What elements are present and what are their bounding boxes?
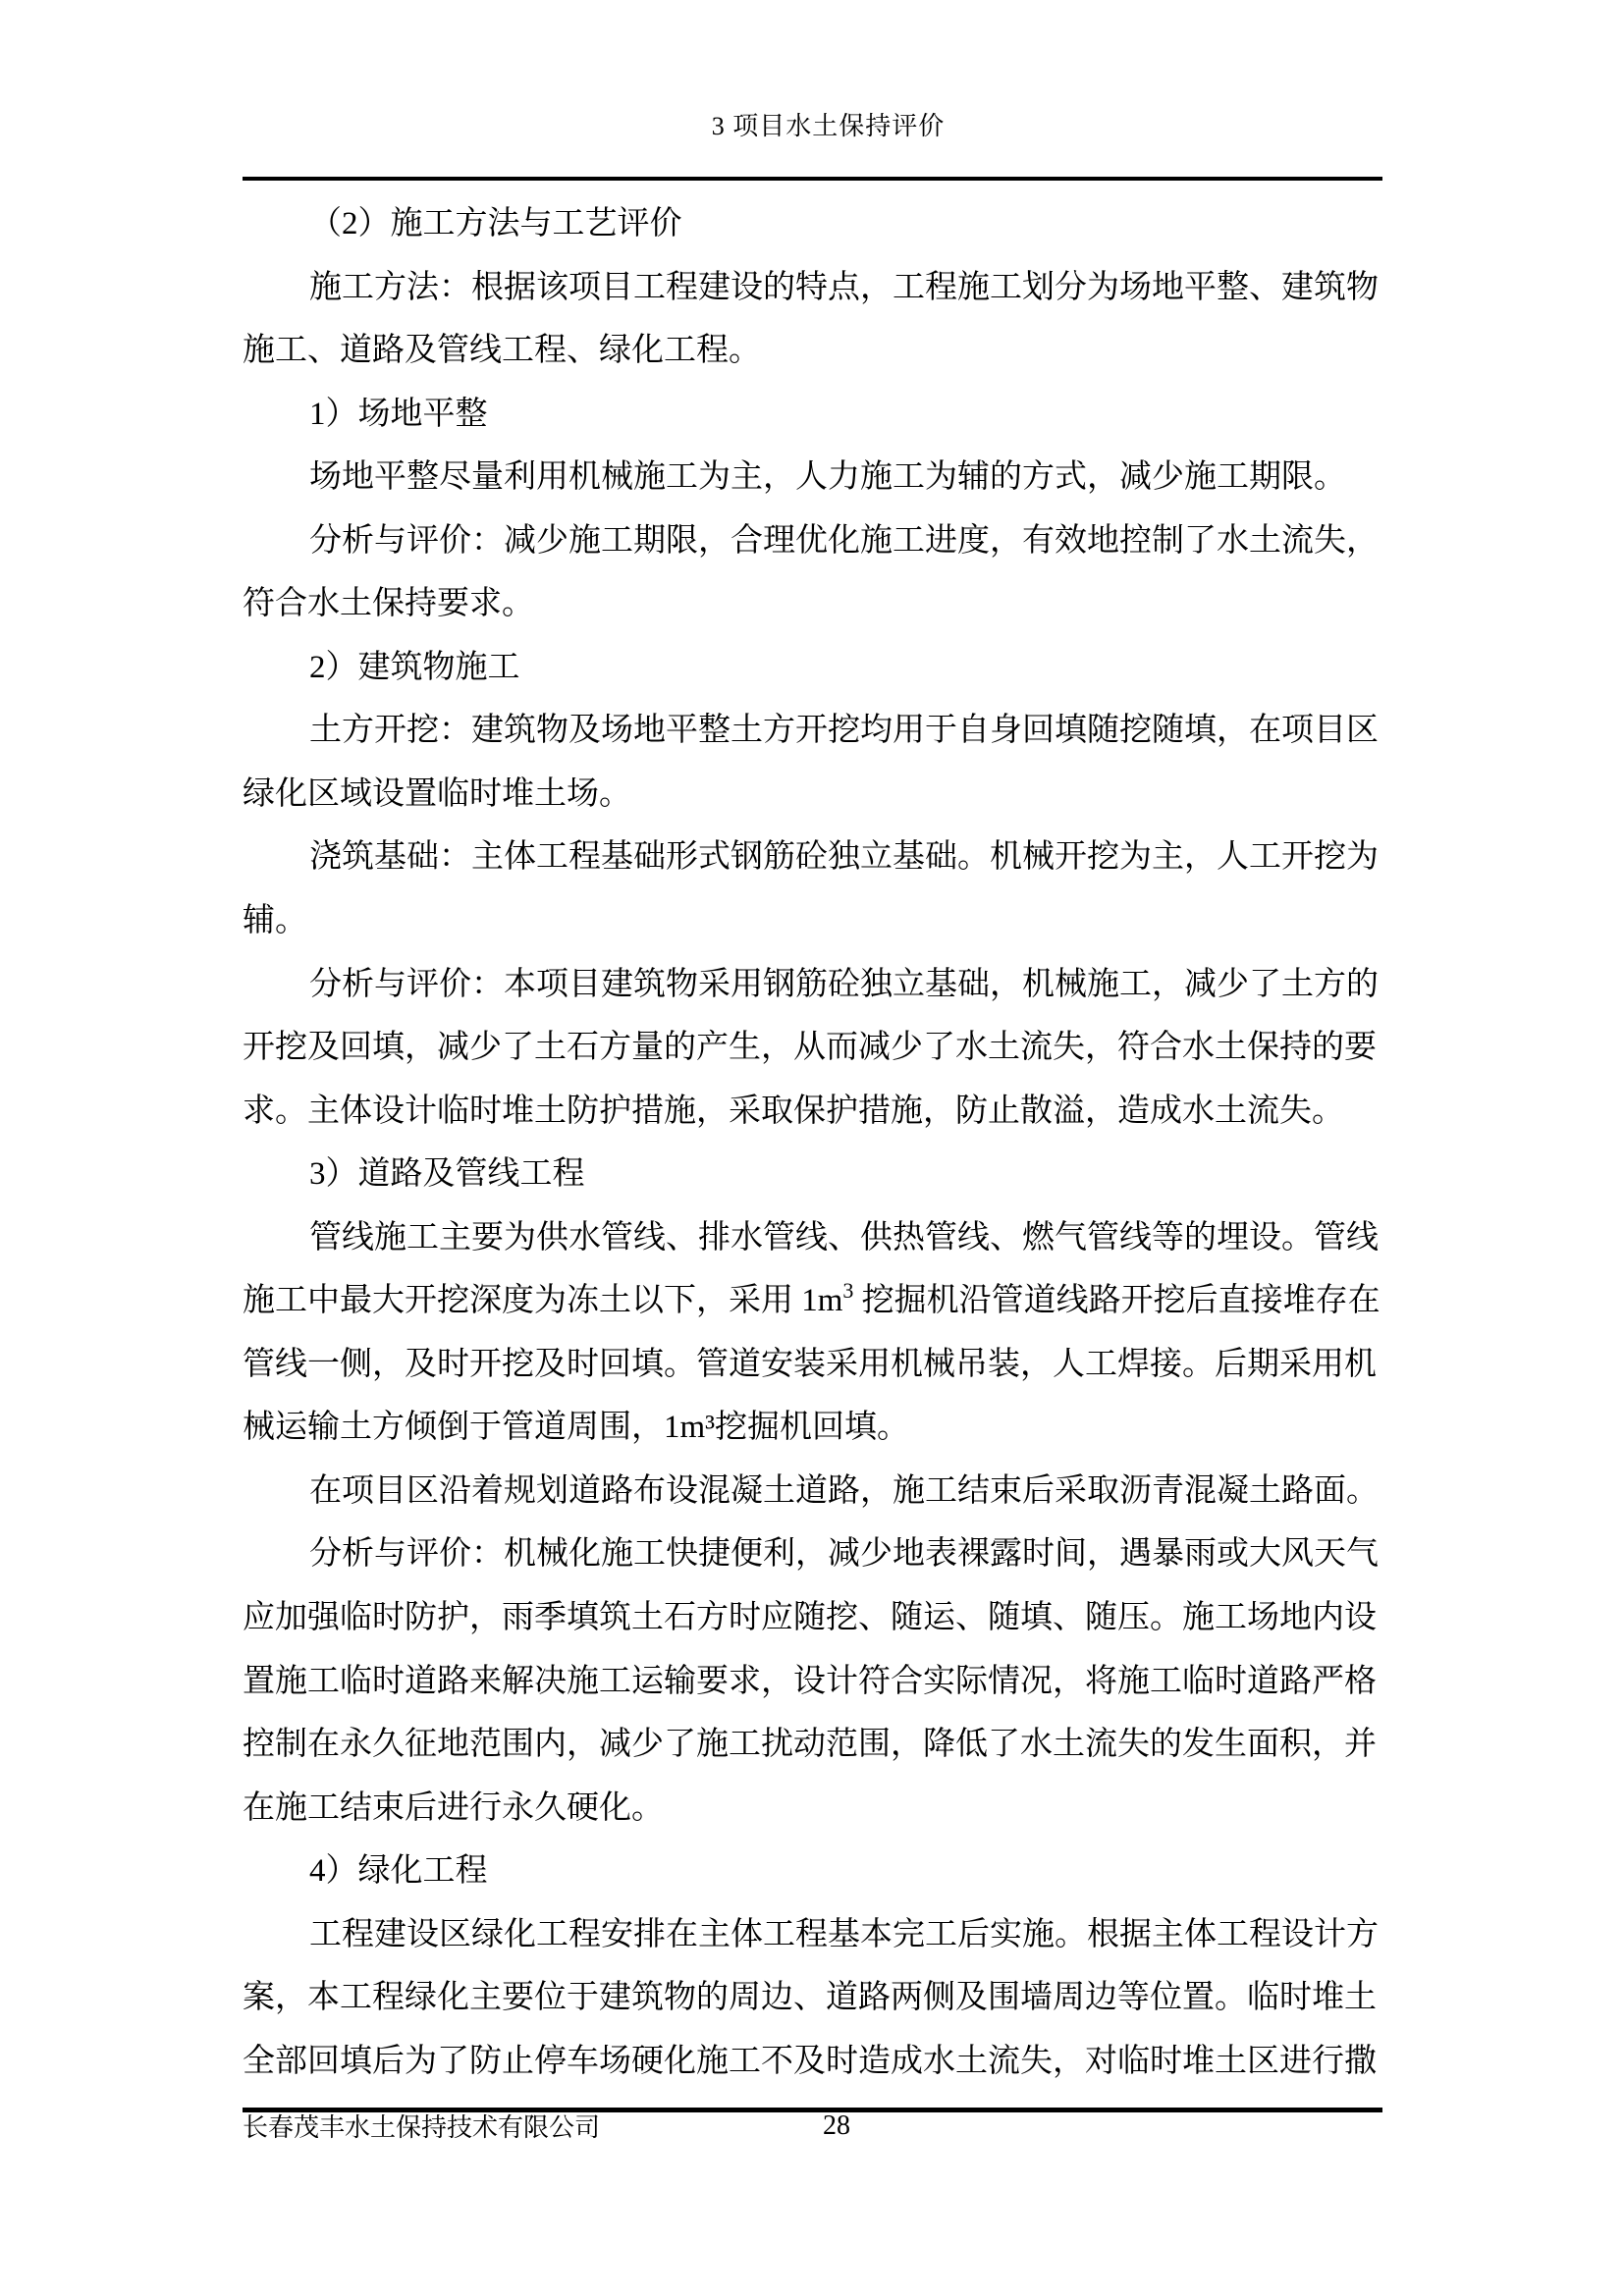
- footer-page-number: 28: [823, 2110, 850, 2141]
- text-line: 全部回填后为了防止停车场硬化施工不及时造成水土流失，对临时堆土区进行撒: [243, 2043, 1377, 2079]
- text-line: 施工方法：根据该项目工程建设的特点，工程施工划分为场地平整、建筑物: [309, 269, 1379, 305]
- text-line: 浇筑基础：主体工程基础形式钢筋砼独立基础。机械开挖为主，人工开挖为: [309, 839, 1379, 876]
- header-rule: [243, 177, 1382, 181]
- text-line: 管线施工主要为供水管线、排水管线、供热管线、燃气管线等的埋设。管线: [309, 1219, 1379, 1255]
- text-line: 分析与评价：机械化施工快捷便利，减少地表裸露时间，遇暴雨或大风天气: [309, 1536, 1379, 1573]
- text-line: 械运输土方倾倒于管道周围，1m³挖掘机回填。: [243, 1410, 910, 1446]
- text-line: （2）施工方法与工艺评价: [309, 206, 682, 241]
- text-line: 2）建筑物施工: [309, 649, 520, 685]
- superscript: 3: [842, 1278, 854, 1304]
- text-line: 1）场地平整: [309, 396, 488, 432]
- text-line: 土方开挖：建筑物及场地平整土方开挖均用于自身回填随挖随填，在项目区: [309, 713, 1379, 749]
- text-line: 在项目区沿着规划道路布设混凝土道路，施工结束后采取沥青混凝土路面。: [309, 1472, 1379, 1509]
- text-line: 管线一侧，及时开挖及时回填。管道安装采用机械吊装，人工焊接。后期采用机: [243, 1346, 1377, 1382]
- document-body: [243, 192, 1382, 2093]
- text-line: 控制在永久征地范围内，减少了施工扰动范围，降低了水土流失的发生面积，并: [243, 1727, 1377, 1763]
- text-line: 施工、道路及管线工程、绿化工程。: [243, 333, 761, 369]
- footer-company: 长春茂丰水土保持技术有限公司: [243, 2113, 601, 2142]
- text-line: 场地平整尽量利用机械施工为主，人力施工为辅的方式，减少施工期限。: [309, 459, 1346, 496]
- page-header-title: 3 项目水土保持评价: [711, 112, 946, 140]
- text-line: 辅。: [243, 903, 307, 939]
- text-line: 案，本工程绿化主要位于建筑物的周边、道路两侧及围墙周边等位置。临时堆土: [243, 1980, 1377, 2016]
- text-line: 符合水土保持要求。: [243, 586, 534, 622]
- text-line: 施工中最大开挖深度为冻土以下，采用 $1m^3$ 挖掘机沿管道线路开挖后直接堆存在: [243, 1278, 1380, 1319]
- text-line: 置施工临时道路来解决施工运输要求，设计符合实际情况，将施工临时道路严格: [243, 1663, 1377, 1699]
- text-line: 3）道路及管线工程: [309, 1156, 585, 1193]
- text-line: 工程建设区绿化工程安排在主体工程基本完工后实施。根据主体工程设计方: [309, 1916, 1379, 1952]
- text-line: 开挖及回填，减少了土石方量的产生，从而减少了水土流失，符合水土保持的要: [243, 1030, 1377, 1066]
- text-line: 应加强临时防护，雨季填筑土石方时应随挖、随运、随填、随压。施工场地内设: [243, 1600, 1377, 1636]
- text-line: 4）绿化工程: [309, 1853, 488, 1890]
- text-line: 在施工结束后进行永久硬化。: [243, 1789, 664, 1826]
- text-line: 分析与评价：本项目建筑物采用钢筋砼独立基础，机械施工，减少了土方的: [309, 966, 1379, 1002]
- text-line: 分析与评价：减少施工期限，合理优化施工进度，有效地控制了水土流失，: [309, 522, 1379, 559]
- text-line: 绿化区域设置临时堆土场。: [243, 775, 631, 812]
- text-line: 求。主体设计临时堆土防护措施，采取保护措施，防止散溢，造成水土流失。: [243, 1093, 1344, 1129]
